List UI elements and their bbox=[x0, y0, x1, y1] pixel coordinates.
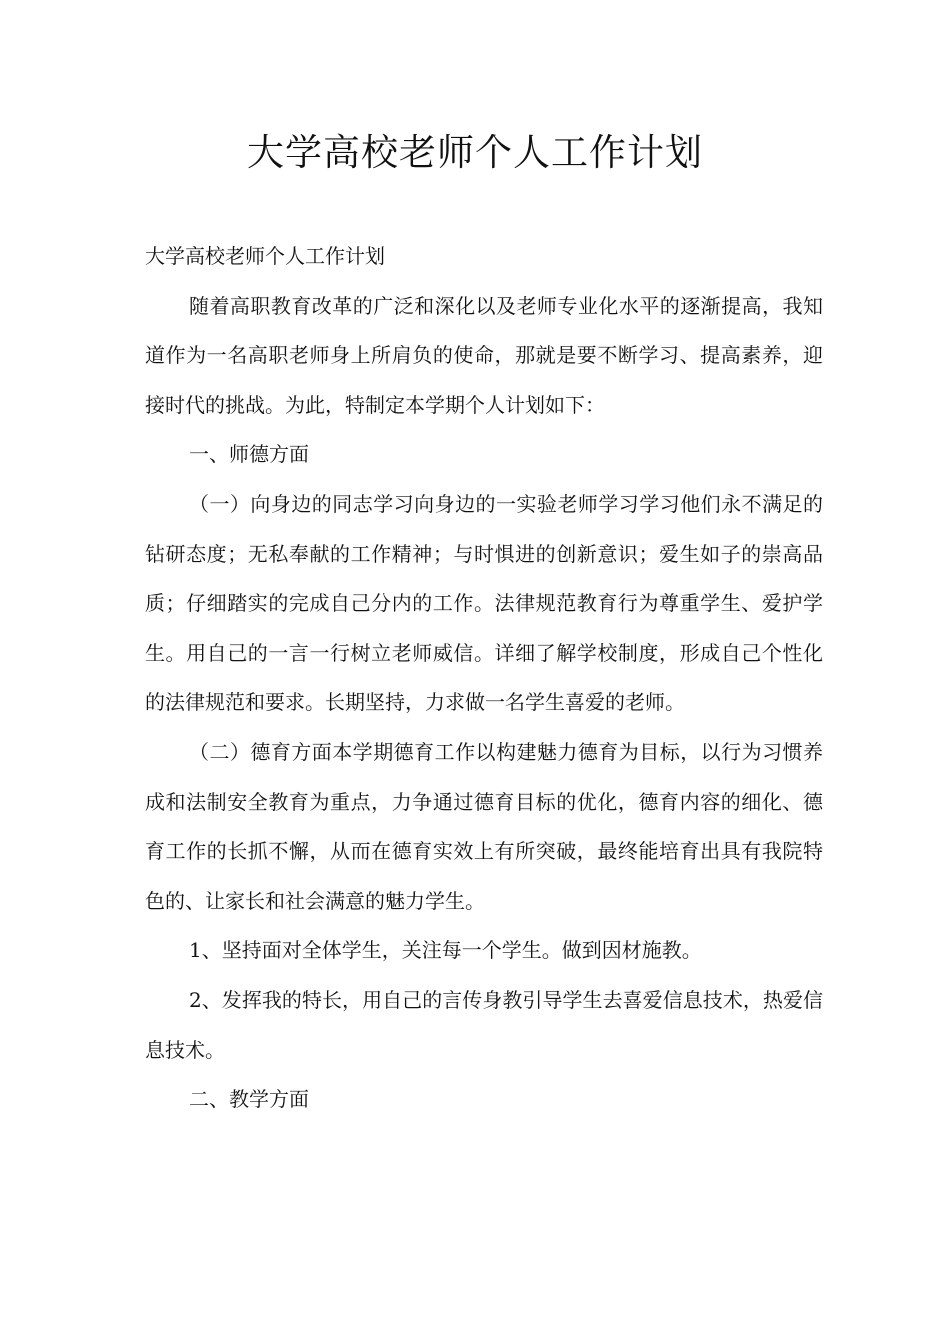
intro-paragraph: 随着高职教育改革的广泛和深化以及老师专业化水平的逐渐提高，我知道作为一名高职老师身上所肩负的使命，那就是要不断学习、提高素养，迎接时代的挑战。为此，特制定本学期个人计划如下： bbox=[145, 293, 823, 417]
list-item-2: 2、发挥我的特长，用自己的言传身教引导学生去喜爱信息技术，热爱信息技术。 bbox=[145, 987, 823, 1062]
section-heading-teaching: 二、教学方面 bbox=[189, 1087, 309, 1112]
ethics-paragraph-1: （一）向身边的同志学习向身边的一实验老师学习学习他们永不满足的钻研态度；无私奉献的工作精神；与时惧进的创新意识；爱生如子的崇高品质；仔细踏实的完成自己分内的工作。法律规范教育行为尊重学生、爱护学生。用自己的一言一行树立老师威信。详细了解学校制度，形成自己个性化的法律规范和要求。长期坚持，力求做一名学生喜爱的老师。 bbox=[145, 491, 823, 715]
ethics-paragraph-2: （二）德育方面本学期德育工作以构建魅力德育为目标，以行为习惯养成和法制安全教育为重点，力争通过德育目标的优化，德育内容的细化、德育工作的长抓不懈，从而在德育实效上有所突破，最终能培育出具有我院特色的、让家长和社会满意的魅力学生。 bbox=[145, 739, 823, 913]
document-body bbox=[145, 232, 823, 1125]
list-item-1: 1、坚持面对全体学生，关注每一个学生。做到因材施教。 bbox=[189, 938, 702, 963]
document-title: 大学高校老师个人工作计划 bbox=[247, 131, 703, 174]
subtitle-paragraph: 大学高校老师个人工作计划 bbox=[145, 244, 385, 268]
section-heading-ethics: 一、师德方面 bbox=[189, 442, 309, 467]
